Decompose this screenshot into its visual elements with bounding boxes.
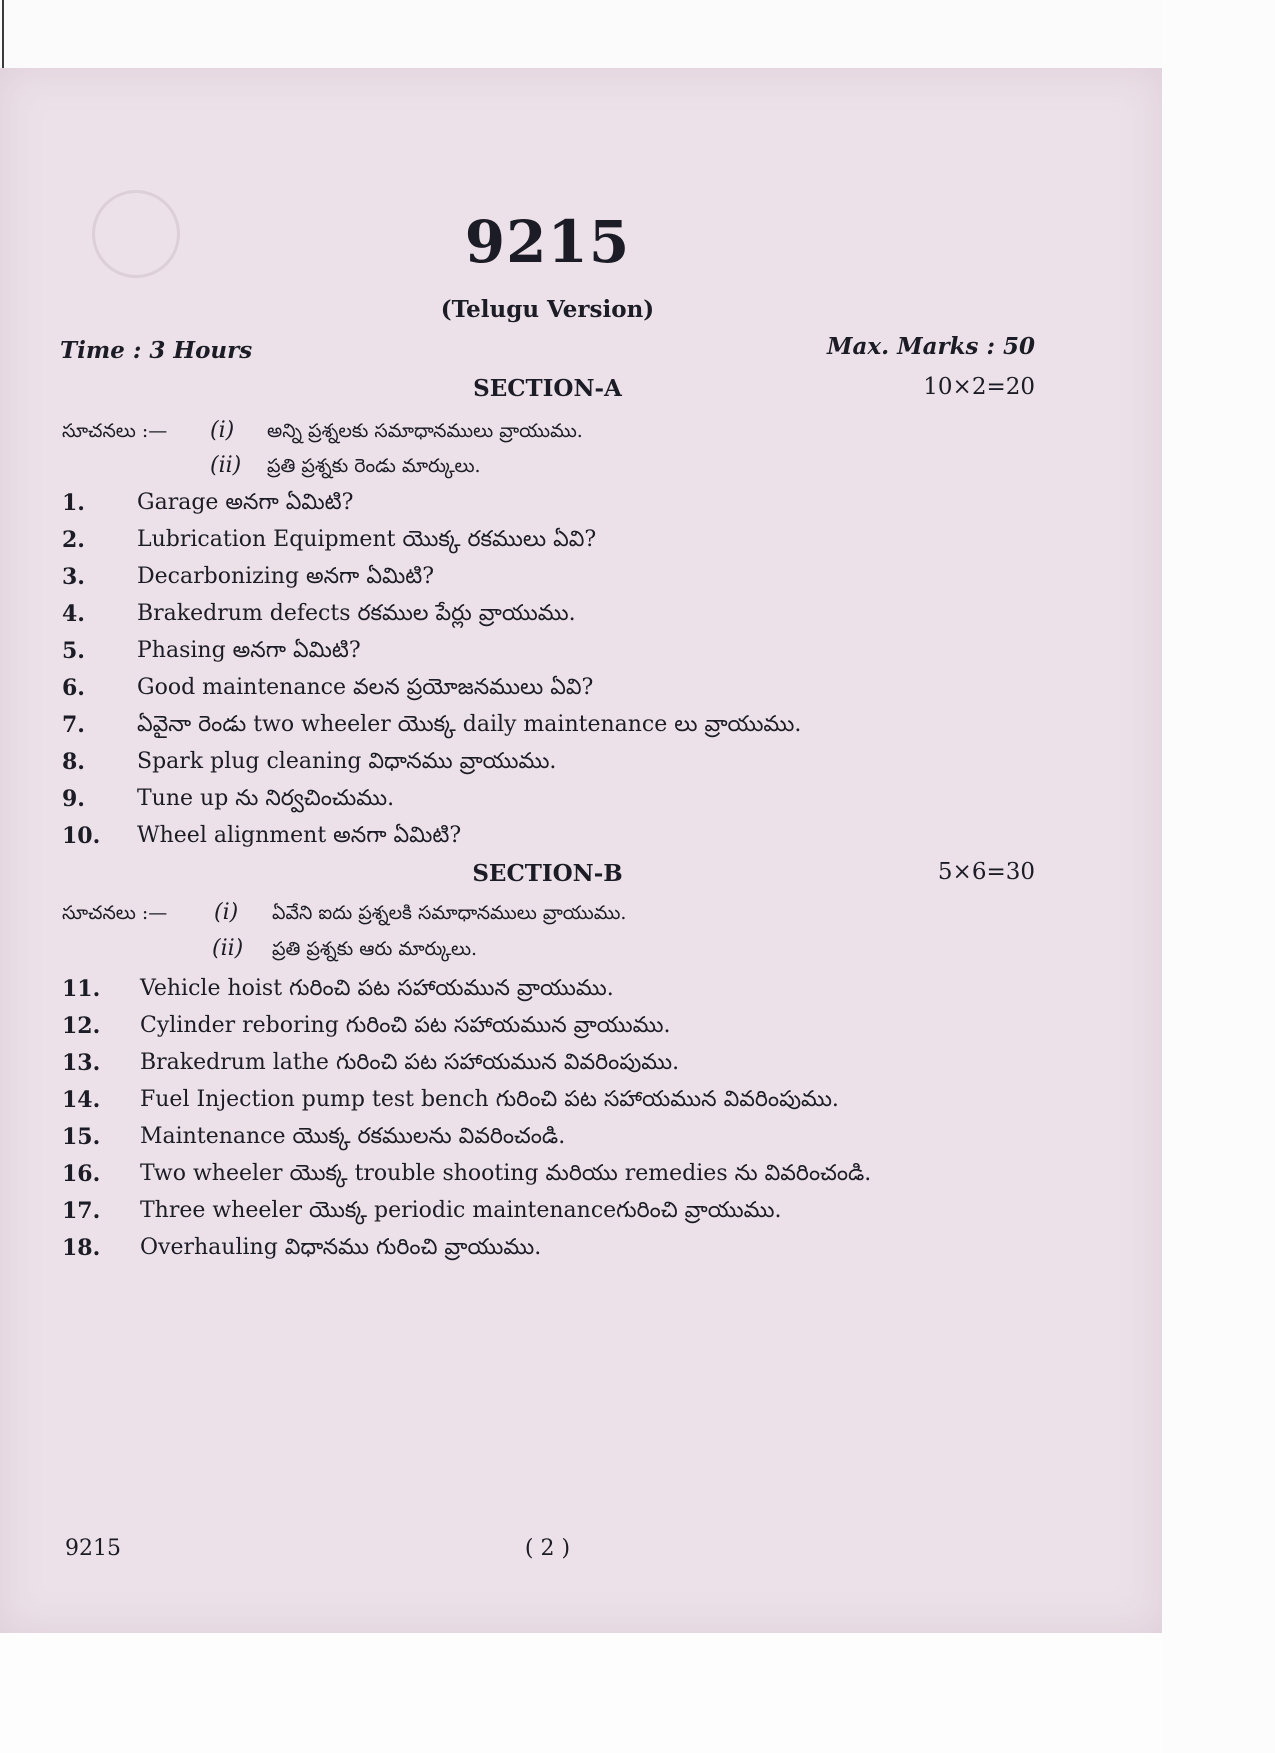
max-marks-label: Max. Marks : 50 xyxy=(827,333,1035,360)
question-number: 6. xyxy=(62,675,85,701)
section-b-marks: 5×6=30 xyxy=(937,859,1035,885)
note-label: సూచనలు :— xyxy=(62,902,168,924)
question-number: 13. xyxy=(62,1050,101,1076)
note-roman: (ii) xyxy=(212,936,244,961)
question-number: 11. xyxy=(62,976,101,1002)
question-text: Phasing అనగా ఏమిటి? xyxy=(137,638,361,663)
question-text: Three wheeler యొక్క periodic maintenanceగురించి వ్రాయుము. xyxy=(140,1198,782,1223)
section-b-title: SECTION-B xyxy=(472,860,623,887)
question-text: Wheel alignment అనగా ఏమిటి? xyxy=(137,823,462,848)
question-number: 8. xyxy=(62,749,85,775)
question-number: 16. xyxy=(62,1161,101,1187)
question-text: Vehicle hoist గురించి పట సహాయమున వ్రాయుము. xyxy=(140,976,614,1001)
note-roman: (ii) xyxy=(210,453,242,478)
question-text: Fuel Injection pump test bench గురించి పట సహాయమున వివరింపుము. xyxy=(140,1087,839,1112)
question-number: 10. xyxy=(62,823,101,849)
paper-code: 9215 xyxy=(464,208,631,276)
question-text: Garage అనగా ఏమిటి? xyxy=(137,490,354,515)
section-b-note xyxy=(62,900,627,929)
scan-right-margin xyxy=(1162,0,1275,1753)
question-number: 1. xyxy=(62,490,85,516)
note-text: అన్ని ప్రశ్నలకు సమాధానములు వ్రాయుము. xyxy=(267,420,583,442)
question-number: 12. xyxy=(62,1013,101,1039)
section-a-note xyxy=(62,418,583,447)
question-number: 18. xyxy=(62,1235,101,1261)
scan-bottom-margin xyxy=(0,1633,1275,1753)
question-text: Tune up ను నిర్వచించుము. xyxy=(137,786,395,811)
note-text: ప్రతి ప్రశ్నకు ఆరు మార్కులు. xyxy=(272,938,478,960)
note-roman: (i) xyxy=(210,418,235,443)
note-roman: (i) xyxy=(214,900,239,925)
time-label: Time : 3 Hours xyxy=(60,337,253,364)
note-label: సూచనలు :— xyxy=(62,420,168,442)
question-text: Cylinder reboring గురించి పట సహాయమున వ్రాయుము. xyxy=(140,1013,671,1038)
question-text: Two wheeler యొక్క trouble shooting మరియు remedies ను వివరించండి. xyxy=(140,1161,872,1186)
note-text: ఏవేని ఐదు ప్రశ్నలకి సమాధానములు వ్రాయుము. xyxy=(272,902,627,924)
question-number: 15. xyxy=(62,1124,101,1150)
page-number: ( 2 ) xyxy=(524,1536,571,1561)
question-number: 9. xyxy=(62,786,85,812)
question-text: Good maintenance వలన ప్రయోజనములు ఏవి? xyxy=(137,675,594,700)
section-a-title: SECTION-A xyxy=(473,375,622,402)
question-text: Spark plug cleaning విధానము వ్రాయుము. xyxy=(137,749,557,774)
question-text: Decarbonizing అనగా ఏమిటి? xyxy=(137,564,435,589)
question-number: 14. xyxy=(62,1087,101,1113)
question-text: Brakedrum lathe గురించి పట సహాయమున వివరింపుము. xyxy=(140,1050,680,1075)
note-text: ప్రతి ప్రశ్నకు రెండు మార్కులు. xyxy=(267,455,481,477)
footer-paper-code: 9215 xyxy=(65,1536,121,1561)
question-number: 2. xyxy=(62,527,85,553)
question-number: 4. xyxy=(62,601,85,627)
question-number: 7. xyxy=(62,712,85,738)
question-text: Maintenance యొక్క రకములను వివరించండి. xyxy=(140,1124,566,1149)
question-text: Overhauling విధానము గురించి వ్రాయుము. xyxy=(140,1235,542,1260)
version-label: (Telugu Version) xyxy=(440,296,655,323)
scan-edge-line xyxy=(2,0,4,70)
section-a-marks: 10×2=20 xyxy=(923,374,1035,400)
scan-top-margin xyxy=(0,0,1275,70)
question-number: 5. xyxy=(62,638,85,664)
question-text: Brakedrum defects రకముల పేర్లు వ్రాయుము. xyxy=(137,601,576,626)
question-text: ఏవైనా రెండు two wheeler యొక్క daily maintenance లు వ్రాయుము. xyxy=(137,712,802,737)
question-number: 3. xyxy=(62,564,85,590)
question-text: Lubrication Equipment యొక్క రకములు ఏవి? xyxy=(137,527,597,552)
question-number: 17. xyxy=(62,1198,101,1224)
